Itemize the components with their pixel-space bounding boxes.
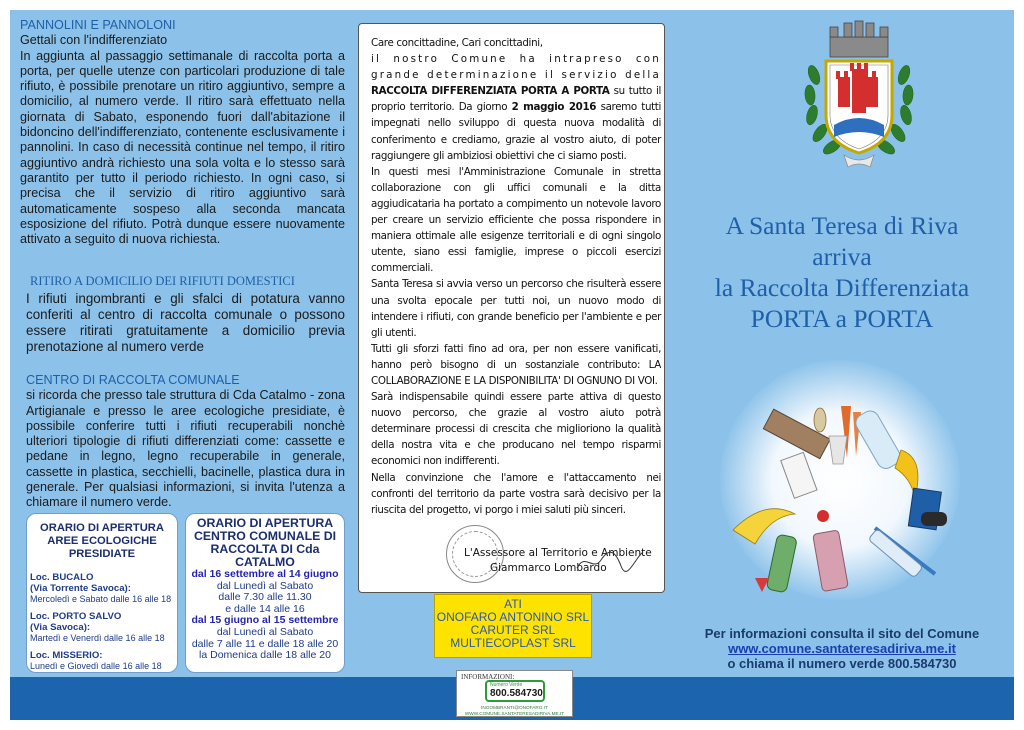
info-text: Per informazioni consulta il sito del Comune bbox=[704, 626, 980, 641]
toll-free-number: 800.584730 bbox=[490, 688, 543, 699]
ati-contractors-box bbox=[434, 594, 592, 658]
period-summer-hours: dalle 7 alle 11 e dalle 18 alle 20 bbox=[191, 637, 339, 650]
title-line: PORTA a PORTA bbox=[750, 304, 934, 333]
toll-free-text: o chiama il numero verde 800.584730 bbox=[727, 656, 957, 671]
hours-box-eco-areas bbox=[26, 513, 178, 673]
contractor-name: ONOFARO ANTONINO SRL bbox=[436, 610, 590, 624]
location-hours: Lunedì e Giovedì dalle 16 alle 18 bbox=[30, 661, 162, 672]
hours-box-center-title: ORARIO DI APERTURA CENTRO COMUNALE DI RACCOLTA DI Cda CATALMO bbox=[193, 516, 337, 569]
location-hours: Mercoledì e Sabato dalle 16 alle 18 bbox=[30, 594, 172, 605]
section-pannolini bbox=[20, 18, 345, 247]
letter-panel bbox=[358, 23, 665, 593]
letter-paragraph: Sarà indispensabile quindi essere parte attiva di questo nuovo percorso, che grazie al vostro aiuto potrà determinare processi di crescita che miglioriono la qualità della nostra vita e che producano nel tempo risparmi economici non indifferenti. bbox=[371, 391, 661, 468]
period-winter-days: dal Lunedì al Sabato bbox=[216, 579, 314, 592]
letter-paragraph: Nella convinzione che l'amore e l'attaccamento nei confronti del territorio da parte vostra sarà decisivo per la riuscita del progetto, vi porgo i miei saluti più sinceri. bbox=[371, 471, 661, 516]
section-body-ritiro: I rifiuti ingombranti e gli sfalci di potatura vanno conferiti al centro di raccolta comunale o possono essere ritirati gratuitamente a domicilio previa prenotazione al numero verde bbox=[26, 291, 345, 354]
info-card-website: WWW.COMUNE.SANTATERESADIRIVA.ME.IT bbox=[464, 711, 565, 716]
letter-paragraph: il nostro Comune ha intrapreso con grande determinazione il servizio della RACCOLTA DIFFERENZIATA PORTA A PORTA su tutto il proprio territorio. Da giorno 2 maggio 2016 saremo tutti impegnati nello sviluppo di questa nuova modalità di conferimento e crediamo, grazie al vostro aiuto, di poter raggiungere gli ambiziosi obiettivi che ci siamo posti. bbox=[371, 53, 662, 162]
letter-paragraph: In questi mesi l'Amministrazione Comunale in stretta collaborazione con gli uffici comunali e la ditta aggiudicataria ha portato a compimento un notevole lavoro per creare un servizio efficiente che possa rispondere in maniera ottimale alle esigenze territoriali e di ogni singolo utente, siano essi famiglie, imprese o piccoli esercizi commerciali. bbox=[371, 165, 661, 275]
contractor-name: CARUTER SRL bbox=[470, 623, 556, 637]
info-card bbox=[456, 670, 573, 717]
section-subtitle-pannolini: Gettali con l'indifferenziato bbox=[20, 33, 168, 48]
period-summer-sunday: la Domenica dalle 18 alle 20 bbox=[199, 649, 331, 662]
title-line: arriva bbox=[812, 242, 872, 271]
letter-paragraph: Santa Teresa si avvia verso un percorso che risulterà essere una svolta epocale per tutti noi, un nuovo modo di intendere i rifiuti, con grande beneficio per l'ambiente e per gli utenti. bbox=[371, 278, 661, 339]
letter-greeting: Care concittadine, Cari concittadini, bbox=[371, 37, 543, 49]
period-winter-morning: dalle 7.30 alle 11.30 bbox=[218, 591, 312, 604]
municipality-website-link[interactable]: www.comune.santateresadiriva.me.it bbox=[728, 641, 956, 656]
toll-free-label: Numero Verde bbox=[490, 682, 523, 688]
info-card-email: INGOMBRANTI@ONOFARO.IT bbox=[481, 705, 548, 710]
period-summer-days: dal Lunedì al Sabato bbox=[216, 625, 314, 638]
signature-role: L'Assessore al Territorio e Ambiente bbox=[464, 547, 652, 559]
location-detail: (Via Torrente Savoca): bbox=[30, 583, 131, 595]
section-centro bbox=[20, 373, 345, 511]
municipal-coat-of-arms-icon bbox=[800, 15, 918, 185]
title-line: A Santa Teresa di Riva bbox=[725, 211, 959, 240]
location-detail: (Via Savoca): bbox=[30, 622, 91, 634]
section-title-centro: CENTRO DI RACCOLTA COMUNALE bbox=[26, 373, 240, 387]
period-winter-afternoon: e dalle 14 alle 16 bbox=[225, 602, 305, 615]
info-card-label: INFORMAZIONI: bbox=[461, 673, 515, 681]
section-title-pannolini: PANNOLINI E PANNOLONI bbox=[20, 18, 176, 32]
signature-name: Giammarco Lombardo bbox=[490, 562, 607, 574]
contractor-name: MULTIECOPLAST SRL bbox=[450, 636, 576, 650]
hours-box-collection-center bbox=[185, 513, 345, 673]
location-name: Loc. PORTO SALVO bbox=[30, 611, 122, 623]
period-winter: dal 16 settembre al 14 giugno bbox=[191, 568, 339, 580]
toll-free-badge bbox=[485, 680, 545, 702]
brochure-title bbox=[672, 210, 1012, 334]
info-block bbox=[672, 626, 1012, 671]
location-hours: Martedì e Venerdì dalle 16 alle 18 bbox=[30, 633, 165, 644]
section-title-ritiro: RITIRO A DOMICILIO DEI RIFIUTI DOMESTICI bbox=[30, 274, 295, 288]
section-body-centro: si ricorda che presso tale struttura di Cda Catalmo - zona Artigianale e presso le aree ecologiche presidiate, è possibile conferire tutti i rifiuti recuperabili nonchè ulteriori tipologie di rifiuti differenziati come: cassette e pedane in legno, legno recuperabile in generale, cassette in plastica, secchielli, bacinelle, plastica dura in generale. Per qualsiasi informazioni, si invita l'utenza a chiamare il numero verde. bbox=[26, 388, 345, 510]
letter-text bbox=[371, 35, 661, 518]
handwritten-signature bbox=[575, 548, 645, 574]
location-name: Loc. MISSERIO: bbox=[30, 650, 103, 662]
section-ritiro bbox=[20, 274, 345, 354]
period-summer: dal 15 giugno al 15 settembre bbox=[191, 614, 339, 627]
letter-paragraph: Tutti gli sforzi fatti fino ad ora, per non essere vanificati, hanno però bisogno di un sostanziale contributo: LA COLLABORAZIONE E LA DISPONIBILITA' DI OGNUNO DI VOI. bbox=[371, 342, 661, 387]
recyclable-waste-illustration bbox=[725, 398, 955, 610]
hours-box-eco-areas-title: ORARIO DI APERTURA AREE ECOLOGICHE PRESIDIATE bbox=[40, 522, 164, 560]
ati-label: ATI bbox=[504, 597, 522, 611]
location-name: Loc. BUCALO bbox=[30, 572, 94, 584]
title-line: la Raccolta Differenziata bbox=[714, 273, 970, 302]
section-body-pannolini: In aggiunta al passaggio settimanale di raccolta porta a porta, per quelle utenze con particolari produzione di tale rifiuto, è possibile prenotare un ritiro aggiuntivo, sempre a domicilio, al numero verde. Il ritiro sarà effettuato nella giornata di Sabato, esponendo fuori dall'abitazione il bidoncino dell'indifferenziato, contenente esclusivamente i pannolini. In caso di necessità continue nel tempo, il ritiro aggiuntivo andrà richiesto una sola volta e lo stesso sarà garantito per tutto il periodo richiesto. In ogni caso, si precisa che il servizio di ritiro aggiuntivo sarà automaticamente sospeso alla seconda mancata esposizione del rifiuto. Potrà dunque essere nuovamente attivato a seguito di nuova richiesta. bbox=[20, 48, 345, 247]
